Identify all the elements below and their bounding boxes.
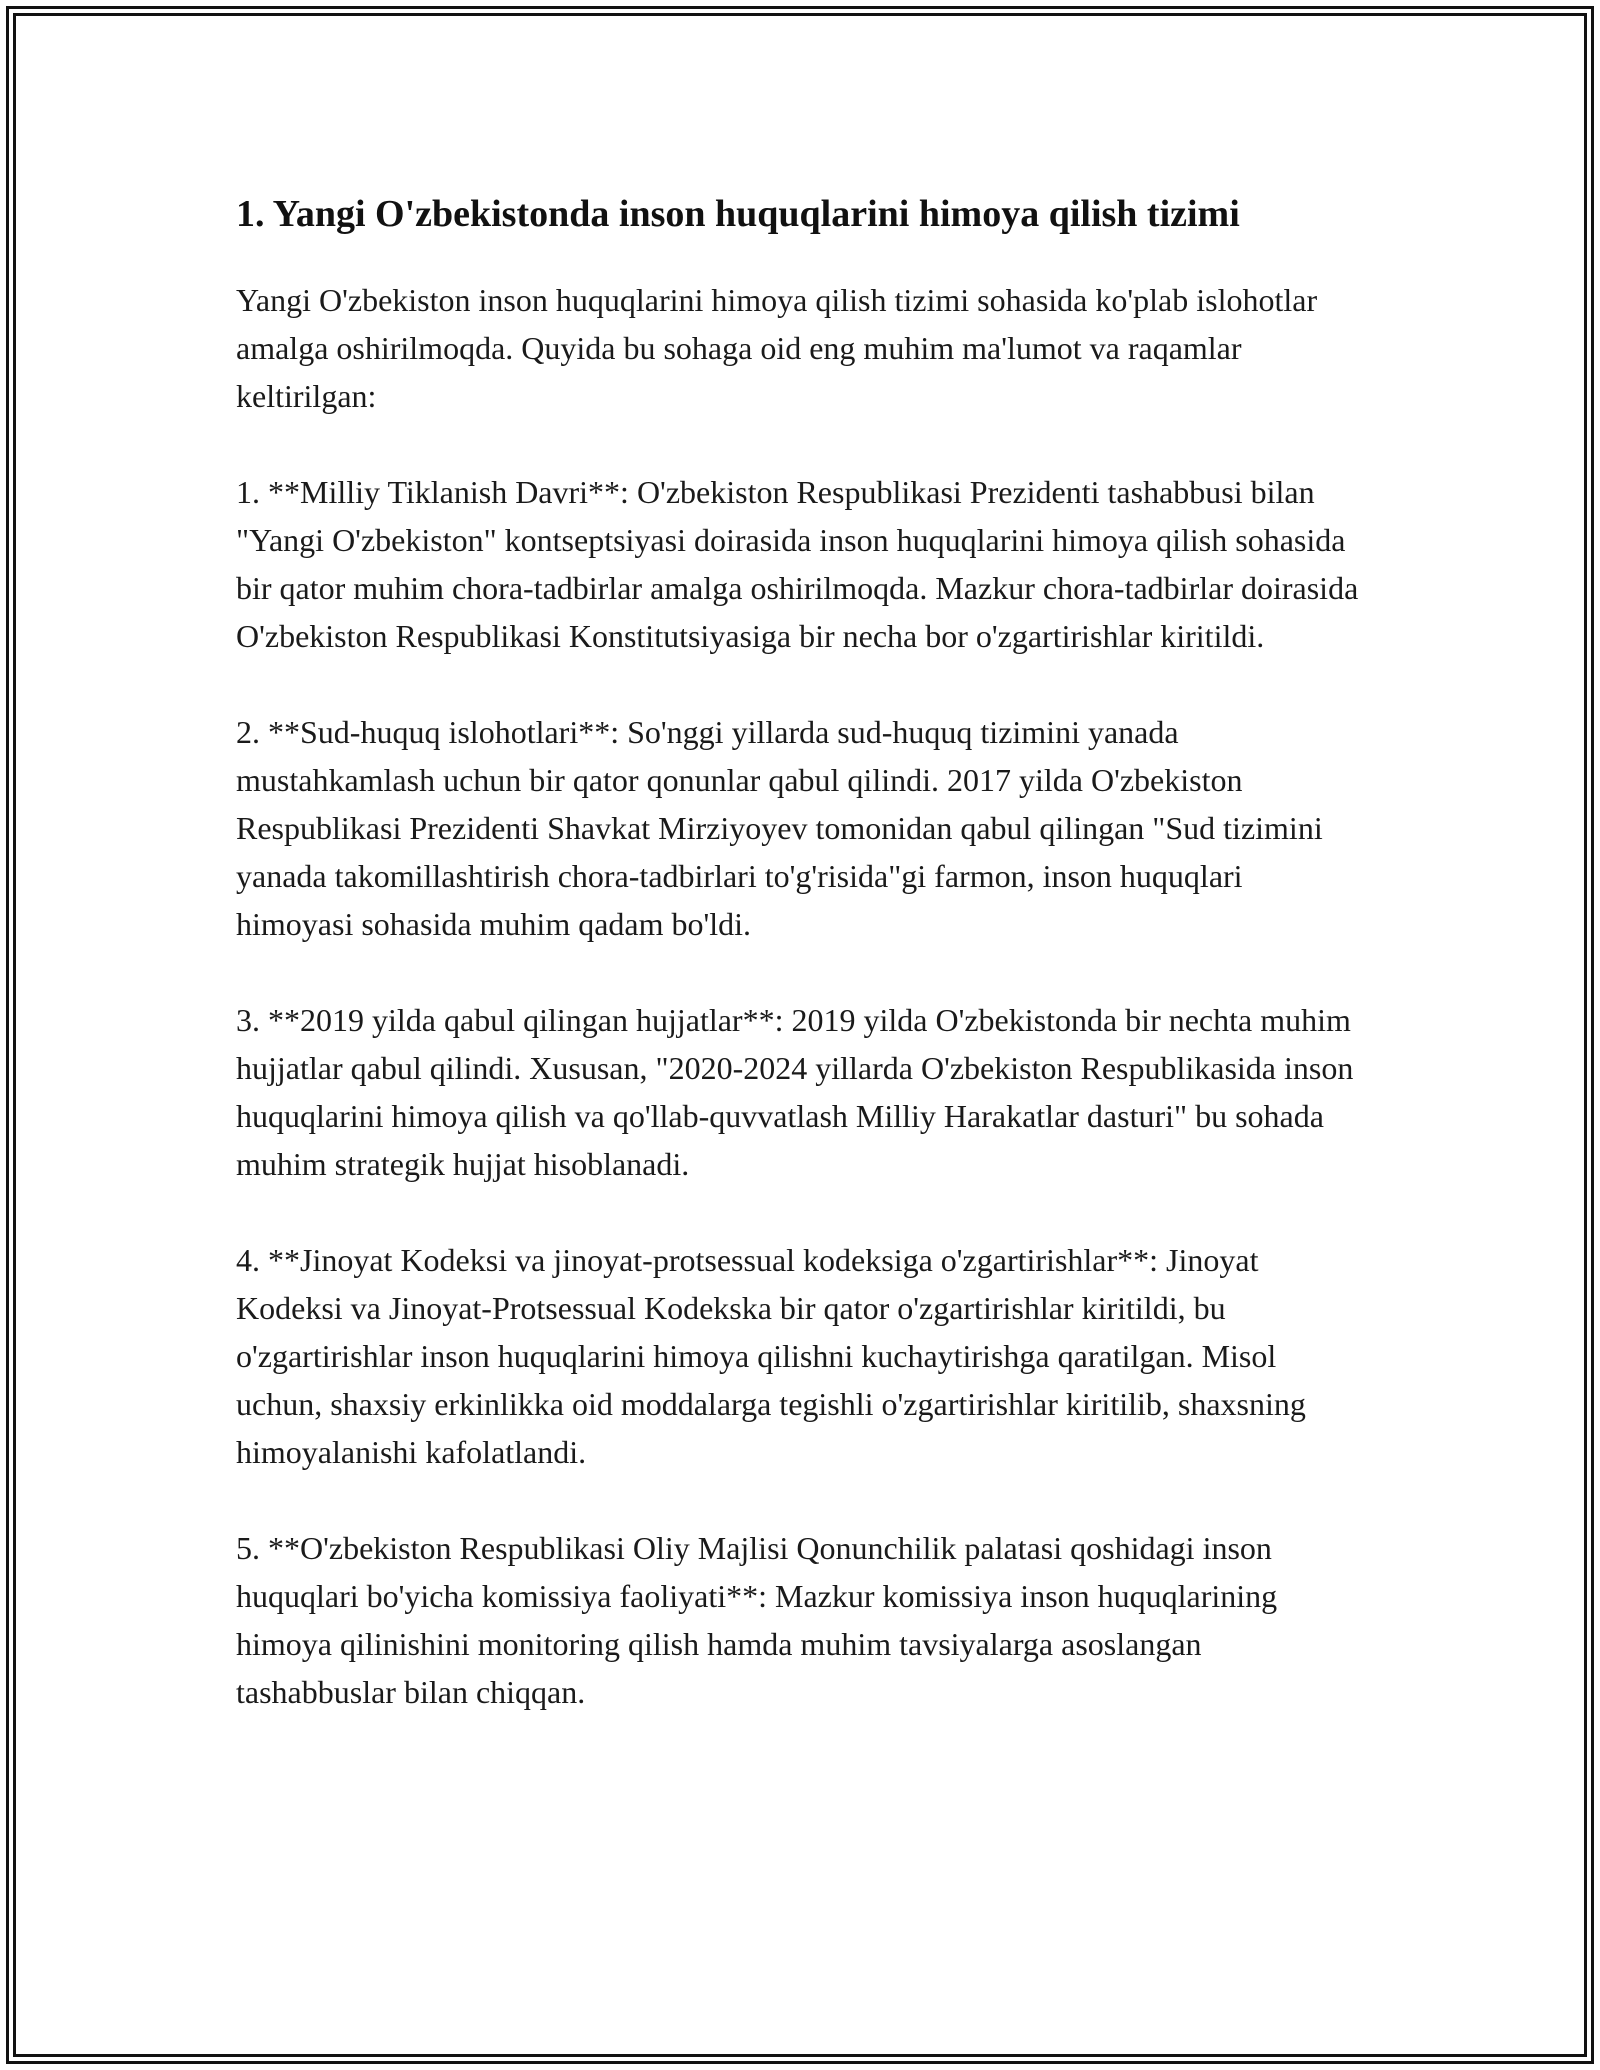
list-item-4: 4. **Jinoyat Kodeksi va jinoyat-protsessual kodeksiga o'zgartirishlar**: Jinoyat Kodeksi va Jinoyat-Protsessual Kodekska bir qator o'zgartirishlar kiritildi, bu o'zgartirishlar inson huquqlarini himoya qilishni kuchaytirishga qaratilgan. Misol uchun, shaxsiy erkinlikka oid moddalarga tegishli o'zgartirishlar kiritilib, shaxsning himoyalanishi kafolatlandi. <box>236 1242 1306 1470</box>
list-item-1: 1. **Milliy Tiklanish Davri**: O'zbekiston Respublikasi Prezidenti tashabbusi bilan "Yangi O'zbekiston" kontseptsiyasi doirasida inson huquqlarini himoya qilish sohasida bir qator muhim chora-tadbirlar amalga oshirilmoqda. Mazkur chora-tadbirlar doirasida O'zbekiston Respublikasi Konstitutsiyasiga bir necha bor o'zgartirishlar kiritildi. <box>236 474 1359 654</box>
list-item-2: 2. **Sud-huquq islohotlari**: So'nggi yillarda sud-huquq tizimini yanada mustahkamlash uchun bir qator qonunlar qabul qilindi. 2017 yilda O'zbekiston Respublikasi Prezidenti Shavkat Mirziyoyev tomonidan qabul qilingan "Sud tizimini yanada takomillashtirish chora-tadbirlari to'g'risida"gi farmon, inson huquqlari himoyasi sohasida muhim qadam bo'ldi. <box>236 714 1323 942</box>
document-title: 1. Yangi O'zbekistonda inson huquqlarini himoya qilish tizimi <box>236 193 1240 235</box>
intro-paragraph: Yangi O'zbekiston inson huquqlarini himoya qilish tizimi sohasida ko'plab islohotlar amalga oshirilmoqda. Quyida bu sohaga oid eng muhim ma'lumot va raqamlar keltirilgan: <box>236 282 1318 414</box>
list-item-3: 3. **2019 yilda qabul qilingan hujjatlar**: 2019 yilda O'zbekistonda bir nechta muhim hujjatlar qabul qilindi. Xususan, "2020-2024 yillarda O'zbekiston Respublikasida inson huquqlarini himoya qilish va qo'llab-quvvatlash Milliy Harakatlar dasturi" bu sohada muhim strategik hujjat hisoblanadi. <box>236 1002 1354 1182</box>
document-body <box>236 186 1366 1764</box>
list-item-5: 5. **O'zbekiston Respublikasi Oliy Majlisi Qonunchilik palatasi qoshidagi inson huquqlari bo'yicha komissiya faoliyati**: Mazkur komissiya inson huquqlarining himoya qilinishini monitoring qilish hamda muhim tavsiyalarga asoslangan tashabbuslar bilan chiqqan. <box>236 1530 1278 1710</box>
